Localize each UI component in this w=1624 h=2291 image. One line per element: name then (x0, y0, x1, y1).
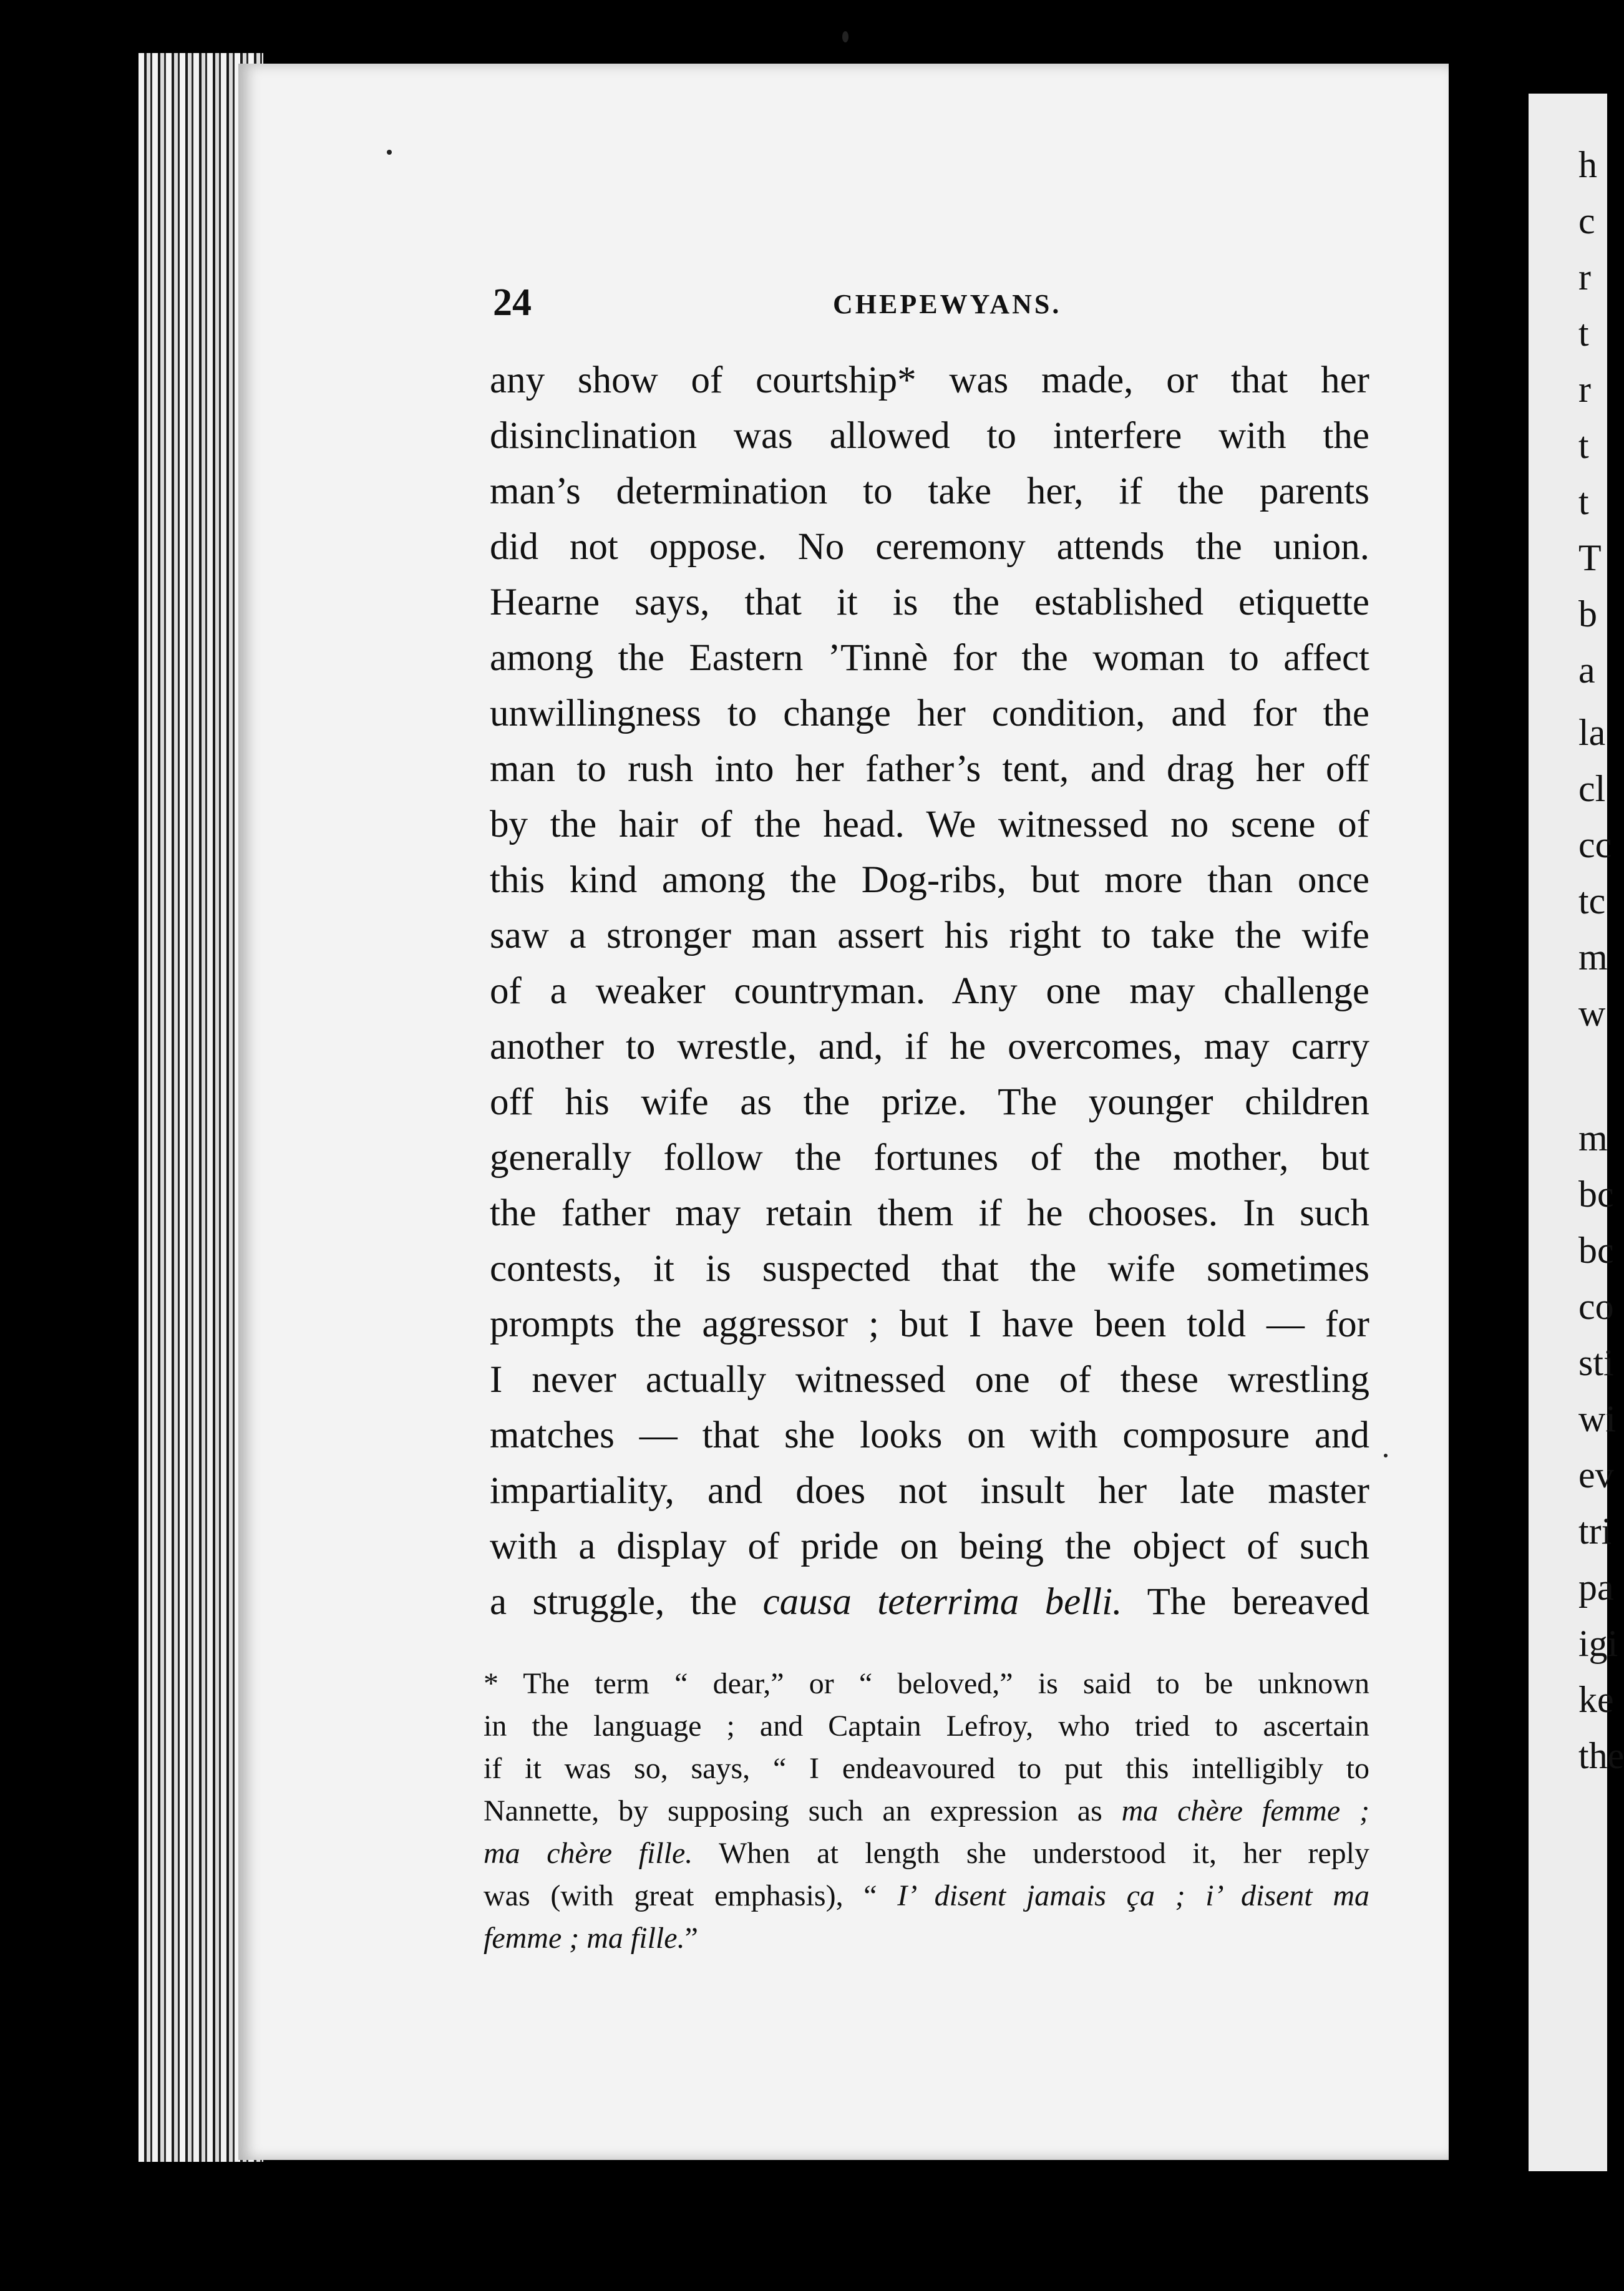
ink-speck (842, 31, 848, 42)
body-line: man’s determination to take her, if the parents (490, 470, 1369, 512)
body-line: this kind among the Dog-ribs, but more than once (490, 859, 1369, 901)
next-page-text-fragment: bc (1578, 1174, 1614, 1215)
next-page-text-fragment: b (1578, 593, 1597, 635)
footnote-line: in the language ; and Captain Lefroy, who tried to ascertain (484, 1710, 1369, 1743)
next-page-text-fragment: la (1578, 712, 1606, 753)
running-head (493, 281, 1366, 331)
next-page-text-fragment: t (1578, 481, 1589, 522)
next-page-text-fragment: c (1578, 200, 1595, 241)
next-page-text-fragment: h (1578, 144, 1597, 185)
next-page-text-fragment: m (1578, 936, 1608, 978)
body-line: prompts the aggressor ; but I have been told — for (490, 1303, 1369, 1345)
next-page-text-fragment: igi (1578, 1623, 1618, 1664)
body-line: I never actually witnessed one of these wrestling (490, 1359, 1369, 1401)
body-line: with a display of pride on being the object of such (490, 1525, 1369, 1567)
footnote-line: was (with great emphasis), “ I’ disent jamais ça ; i’ disent ma (484, 1879, 1369, 1912)
body-line: saw a stronger man assert his right to take the wife (490, 915, 1369, 956)
main-body-text (490, 353, 1369, 1630)
next-page-text-fragment: bc (1578, 1230, 1614, 1271)
next-page-text-fragment: cc (1578, 824, 1612, 865)
next-page-text-fragment: tc (1578, 880, 1606, 922)
body-line: matches — that she looks on with composure and (490, 1414, 1369, 1456)
body-line: another to wrestle, and, if he overcomes, may carry (490, 1026, 1369, 1068)
next-page-text-fragment: m (1578, 1117, 1608, 1159)
body-line: by the hair of the head. We witnessed no scene of (490, 804, 1369, 845)
footnote-line: femme ; ma fille.” (484, 1922, 698, 1955)
body-line: any show of courtship* was made, or that her (490, 359, 1369, 401)
body-line: the father may retain them if he chooses. In such (490, 1192, 1369, 1234)
body-line: of a weaker countryman. Any one may challenge (490, 970, 1369, 1012)
footnote (484, 1663, 1369, 1960)
next-page-text-fragment: ev (1578, 1454, 1614, 1496)
next-page-text-fragment: r (1578, 256, 1591, 298)
body-line: did not oppose. No ceremony attends the union. (490, 526, 1369, 568)
next-page-text-fragment: sti (1578, 1342, 1614, 1383)
body-line: contests, it is suspected that the wife sometimes (490, 1248, 1369, 1290)
next-page-text-fragment: tri (1578, 1510, 1612, 1552)
body-line: Hearne says, that it is the established etiquette (490, 581, 1369, 623)
next-page-text-fragment: r (1578, 369, 1591, 410)
next-page-text-fragment: t (1578, 313, 1589, 354)
footnote-line: Nannette, by supposing such an expression as ma chère femme ; (484, 1794, 1369, 1827)
body-line: disinclination was allowed to interfere with the (490, 415, 1369, 457)
footnote-line: if it was so, says, “ I endeavoured to put this intelligibly to (484, 1752, 1369, 1785)
footnote-line: ma chère fille. When at length she understood it, her reply (484, 1837, 1370, 1870)
next-page-text-fragment: t (1578, 425, 1589, 466)
body-line: among the Eastern ’Tinnè for the woman to affect (490, 637, 1369, 679)
body-line: generally follow the fortunes of the mother, but (490, 1137, 1369, 1179)
next-page-text-fragment: a (1578, 649, 1595, 691)
next-page-text-fragment: co (1578, 1286, 1614, 1327)
page-header-title: CHEPEWYANS. (833, 289, 1062, 319)
next-page-text-fragment: cl (1578, 768, 1606, 809)
body-line: unwillingness to change her condition, and for the (490, 693, 1369, 734)
body-line: off his wife as the prize. The younger children (490, 1081, 1369, 1123)
next-page-text-fragment: ke (1578, 1679, 1614, 1720)
ink-speck (387, 150, 392, 155)
body-line-last: a struggle, the causa teterrima belli. The bereaved (490, 1581, 1369, 1623)
body-line: man to rush into her father’s tent, and drag her off (490, 748, 1369, 790)
body-line: impartiality, and does not insult her late master (490, 1470, 1369, 1512)
page-number: 24 (493, 281, 532, 324)
next-page-text-fragment: wi (1578, 1398, 1616, 1439)
footnote-line: * The term “ dear,” or “ beloved,” is said to be unknown (484, 1667, 1369, 1700)
next-page-fragment (1529, 94, 1624, 2171)
ink-speck (1384, 1454, 1388, 1457)
next-page-text-fragment: T (1578, 537, 1602, 578)
next-page-text-fragment: w (1578, 993, 1606, 1034)
next-page-text-fragment: the (1578, 1735, 1624, 1776)
next-page-text-fragment: pa (1578, 1567, 1614, 1608)
